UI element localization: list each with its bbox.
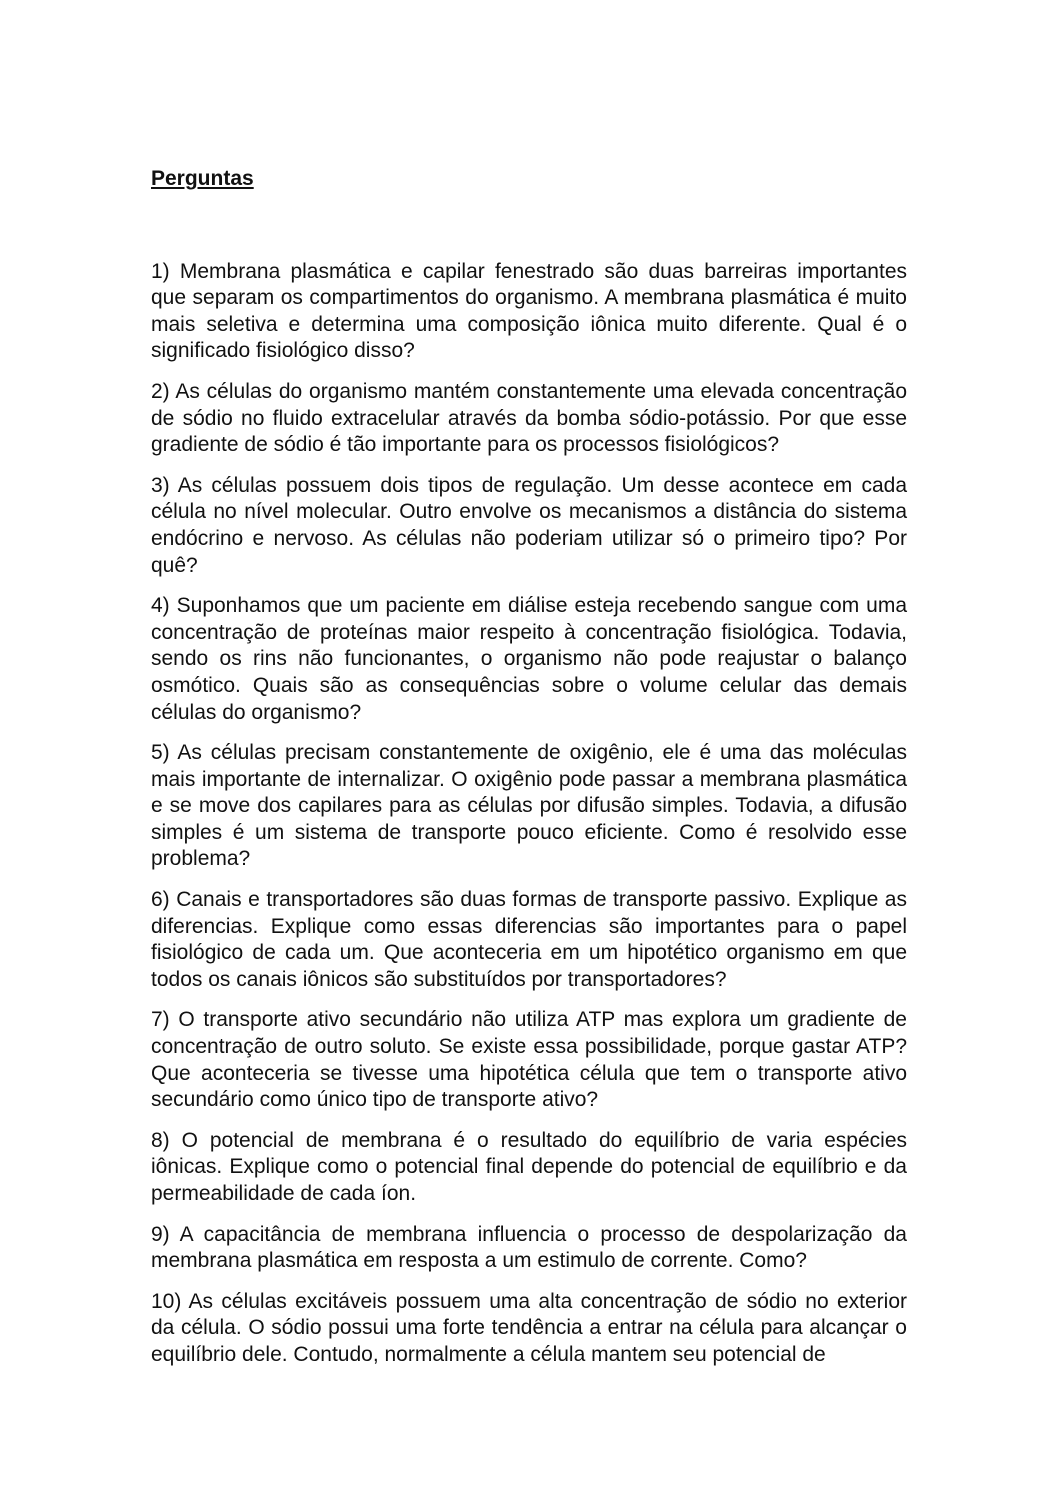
question-9: 9) A capacitância de membrana influencia o processo de despolarização da membrana plasmática em resposta a um estimulo de corrente. Como? [151,1222,907,1273]
question-6: 6) Canais e transportadores são duas formas de transporte passivo. Explique as diferencias. Explique como essas diferencias são importantes para o papel fisiológico de cada um. Que aconteceria em um hipotético organismo em que todos os canais iônicos são substituídos por transportadores? [151,888,907,991]
question-5: 5) As células precisam constantemente de oxigênio, ele é uma das moléculas mais importante de internalizar. O oxigênio pode passar a membrana plasmática e se move dos capilares para as células por difusão simples. Todavia, a difusão simples é um sistema de transporte pouco eficiente. Como é resolvido esse problema? [151,741,907,871]
question-3: 3) As células possuem dois tipos de regulação. Um desse acontece em cada célula no nível molecular. Outro envolve os mecanismos a distância do sistema endócrino e nervoso. As células não poderiam utilizar só o primeiro tipo? Por quê? [151,473,907,577]
question-4: 4) Suponhamos que um paciente em diálise esteja recebendo sangue com uma concentração de proteínas maior respeito à concentração fisiológica. Todavia, sendo os rins não funcionantes, o organismo não pode reajustar o balanço osmótico. Quais são as consequências sobre o volume celular das demais células do organismo? [151,594,907,724]
page-heading: Perguntas [151,167,254,190]
question-7: 7) O transporte ativo secundário não utiliza ATP mas explora um gradiente de concentração de outro soluto. Se existe essa possibilidade, porque gastar ATP? Que aconteceria se tivesse uma hipotética célula que tem o transporte ativo secundário como único tipo de transporte ativo? [151,1008,907,1112]
question-2: 2) As células do organismo mantém constantemente uma elevada concentração de sódio no fluido extracelular através da bomba sódio-potássio. Por que esse gradiente de sódio é tão importante para os processos fisiológicos? [151,379,907,457]
document-body [151,166,907,1383]
question-1: 1) Membrana plasmática e capilar fenestrado são duas barreiras importantes que separam os compartimentos do organismo. A membrana plasmática é muito mais seletiva e determina uma composição iônica muito diferente. Qual é o significado fisiológico disso? [151,259,907,363]
question-8: 8) O potencial de membrana é o resultado do equilíbrio de varia espécies iônicas. Explique como o potencial final depende do potencial de equilíbrio e da permeabilidade de cada íon. [151,1128,907,1205]
question-10: 10) As células excitáveis possuem uma alta concentração de sódio no exterior da célula. O sódio possui uma forte tendência a entrar na célula para alcançar o equilíbrio dele. Contudo, normalmente a célula mantem seu potencial de [151,1289,907,1366]
